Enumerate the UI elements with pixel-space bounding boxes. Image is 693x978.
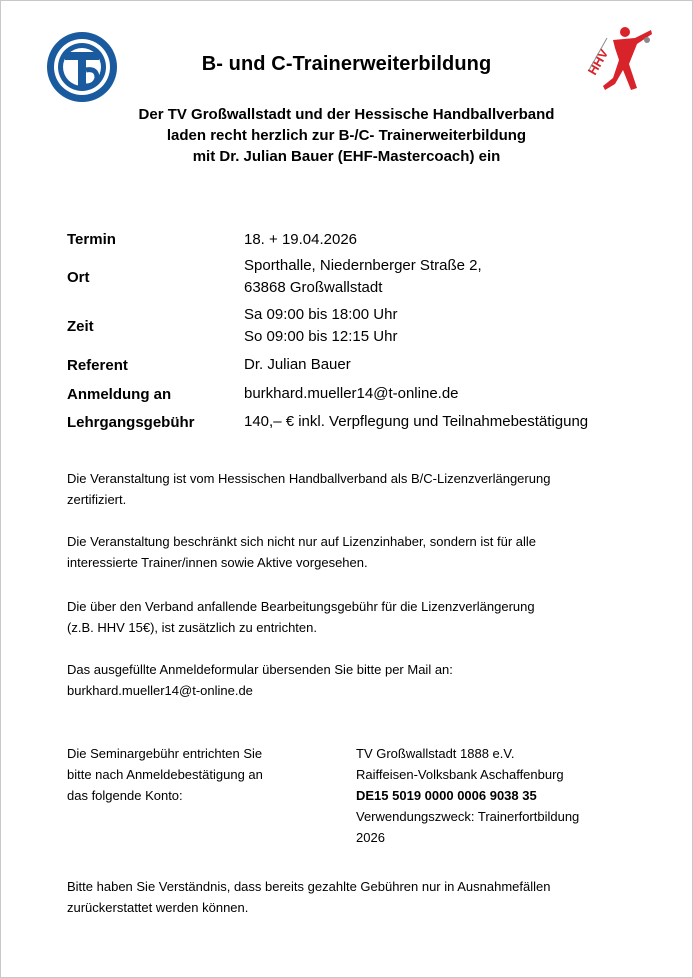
detail-value-line: 18. + 19.04.2026 [244, 230, 358, 248]
detail-row-termin [67, 227, 647, 252]
paragraph-certification [67, 468, 627, 510]
detail-value-line: Dr. Julian Bauer [244, 356, 351, 373]
detail-value [244, 350, 647, 380]
payment-instructions [67, 743, 327, 806]
refund-notice [67, 876, 627, 918]
detail-row-zeit [67, 302, 647, 350]
account-holder: TV Großwallstadt 1888 e.V. [356, 746, 515, 761]
detail-value [244, 227, 647, 252]
intro-line: laden recht herzlich zur B-/C- Trainerweiterbildung [166, 127, 527, 144]
event-details-table [67, 227, 647, 436]
paragraph-line: Das ausgefüllte Anmeldeformular übersenden Sie bitte per Mail an: [67, 662, 453, 677]
detail-value[interactable] [244, 380, 647, 408]
detail-value-line: 140,– € inkl. Verpflegung und Teilnahmebestätigung [244, 413, 589, 430]
paragraph-line: Bitte haben Sie Verständnis, dass bereits gezahlte Gebühren nur in Ausnahmefällen [67, 879, 551, 894]
detail-value-line: Sporthalle, Niedernberger Straße 2, [244, 257, 482, 274]
document-title: B- und C-Trainerweiterbildung [201, 53, 492, 75]
paragraph-line: interessierte Trainer/innen sowie Aktive vorgesehen. [67, 555, 368, 570]
payment-line: bitte nach Anmeldebestätigung an [67, 767, 263, 782]
payment-line: Die Seminargebühr entrichten Sie [67, 746, 263, 761]
detail-label: Zeit [67, 317, 94, 335]
paragraph-line: zertifiziert. [67, 492, 127, 507]
detail-label: Referent [67, 356, 128, 374]
registration-email-text[interactable]: burkhard.mueller14@t-online.de [67, 683, 253, 698]
detail-value-line: Sa 09:00 bis 18:00 Uhr [244, 306, 398, 323]
paragraph-fee [67, 596, 627, 638]
intro-line: Der TV Großwallstadt und der Hessische Handballverband [138, 106, 555, 123]
intro-line: mit Dr. Julian Bauer (EHF-Mastercoach) ein [192, 148, 501, 165]
detail-label: Termin [67, 231, 116, 248]
paragraph-line: zurückerstattet werden können. [67, 900, 249, 915]
paragraph-line: Die Veranstaltung ist vom Hessischen Handballverband als B/C-Lizenzverlängerung [67, 471, 551, 486]
paragraph-audience [67, 531, 627, 573]
paragraph-line: (z.B. HHV 15€), ist zusätzlich zu entrichten. [67, 620, 317, 635]
payment-line: das folgende Konto: [67, 788, 183, 803]
detail-label: Anmeldung an [67, 385, 172, 403]
paragraph-line: Die Veranstaltung beschränkt sich nicht nur auf Lizenzinhaber, sondern ist für alle [67, 534, 536, 549]
iban: DE15 5019 0000 0006 9038 35 [356, 788, 537, 803]
paragraph-line: Die über den Verband anfallende Bearbeitungsgebühr für die Lizenzverlängerung [67, 599, 535, 614]
detail-value [244, 408, 647, 436]
bank-details [356, 743, 646, 848]
detail-value-line: So 09:00 bis 12:15 Uhr [244, 328, 398, 345]
detail-row-referent [67, 350, 647, 380]
detail-row-gebuehr [67, 408, 647, 436]
paragraph-registration [67, 659, 627, 701]
intro-text [1, 104, 692, 167]
detail-row-anmeldung [67, 380, 647, 408]
hhv-logo-text: HHV [585, 46, 612, 78]
detail-label: Lehrgangsgebühr [67, 413, 195, 431]
registration-email-link[interactable]: burkhard.mueller14@t-online.de [244, 385, 459, 402]
bank-name: Raiffeisen-Volksbank Aschaffenburg [356, 767, 564, 782]
detail-label: Ort [67, 268, 90, 286]
detail-value [244, 252, 647, 302]
detail-value [244, 302, 647, 350]
logo-left-label: TVG [82, 102, 85, 103]
payment-purpose: Verwendungszweck: Trainerfortbildung [356, 809, 580, 824]
payment-purpose-year: 2026 [356, 830, 385, 845]
detail-row-ort [67, 252, 647, 302]
detail-value-line: 63868 Großwallstadt [244, 279, 383, 296]
